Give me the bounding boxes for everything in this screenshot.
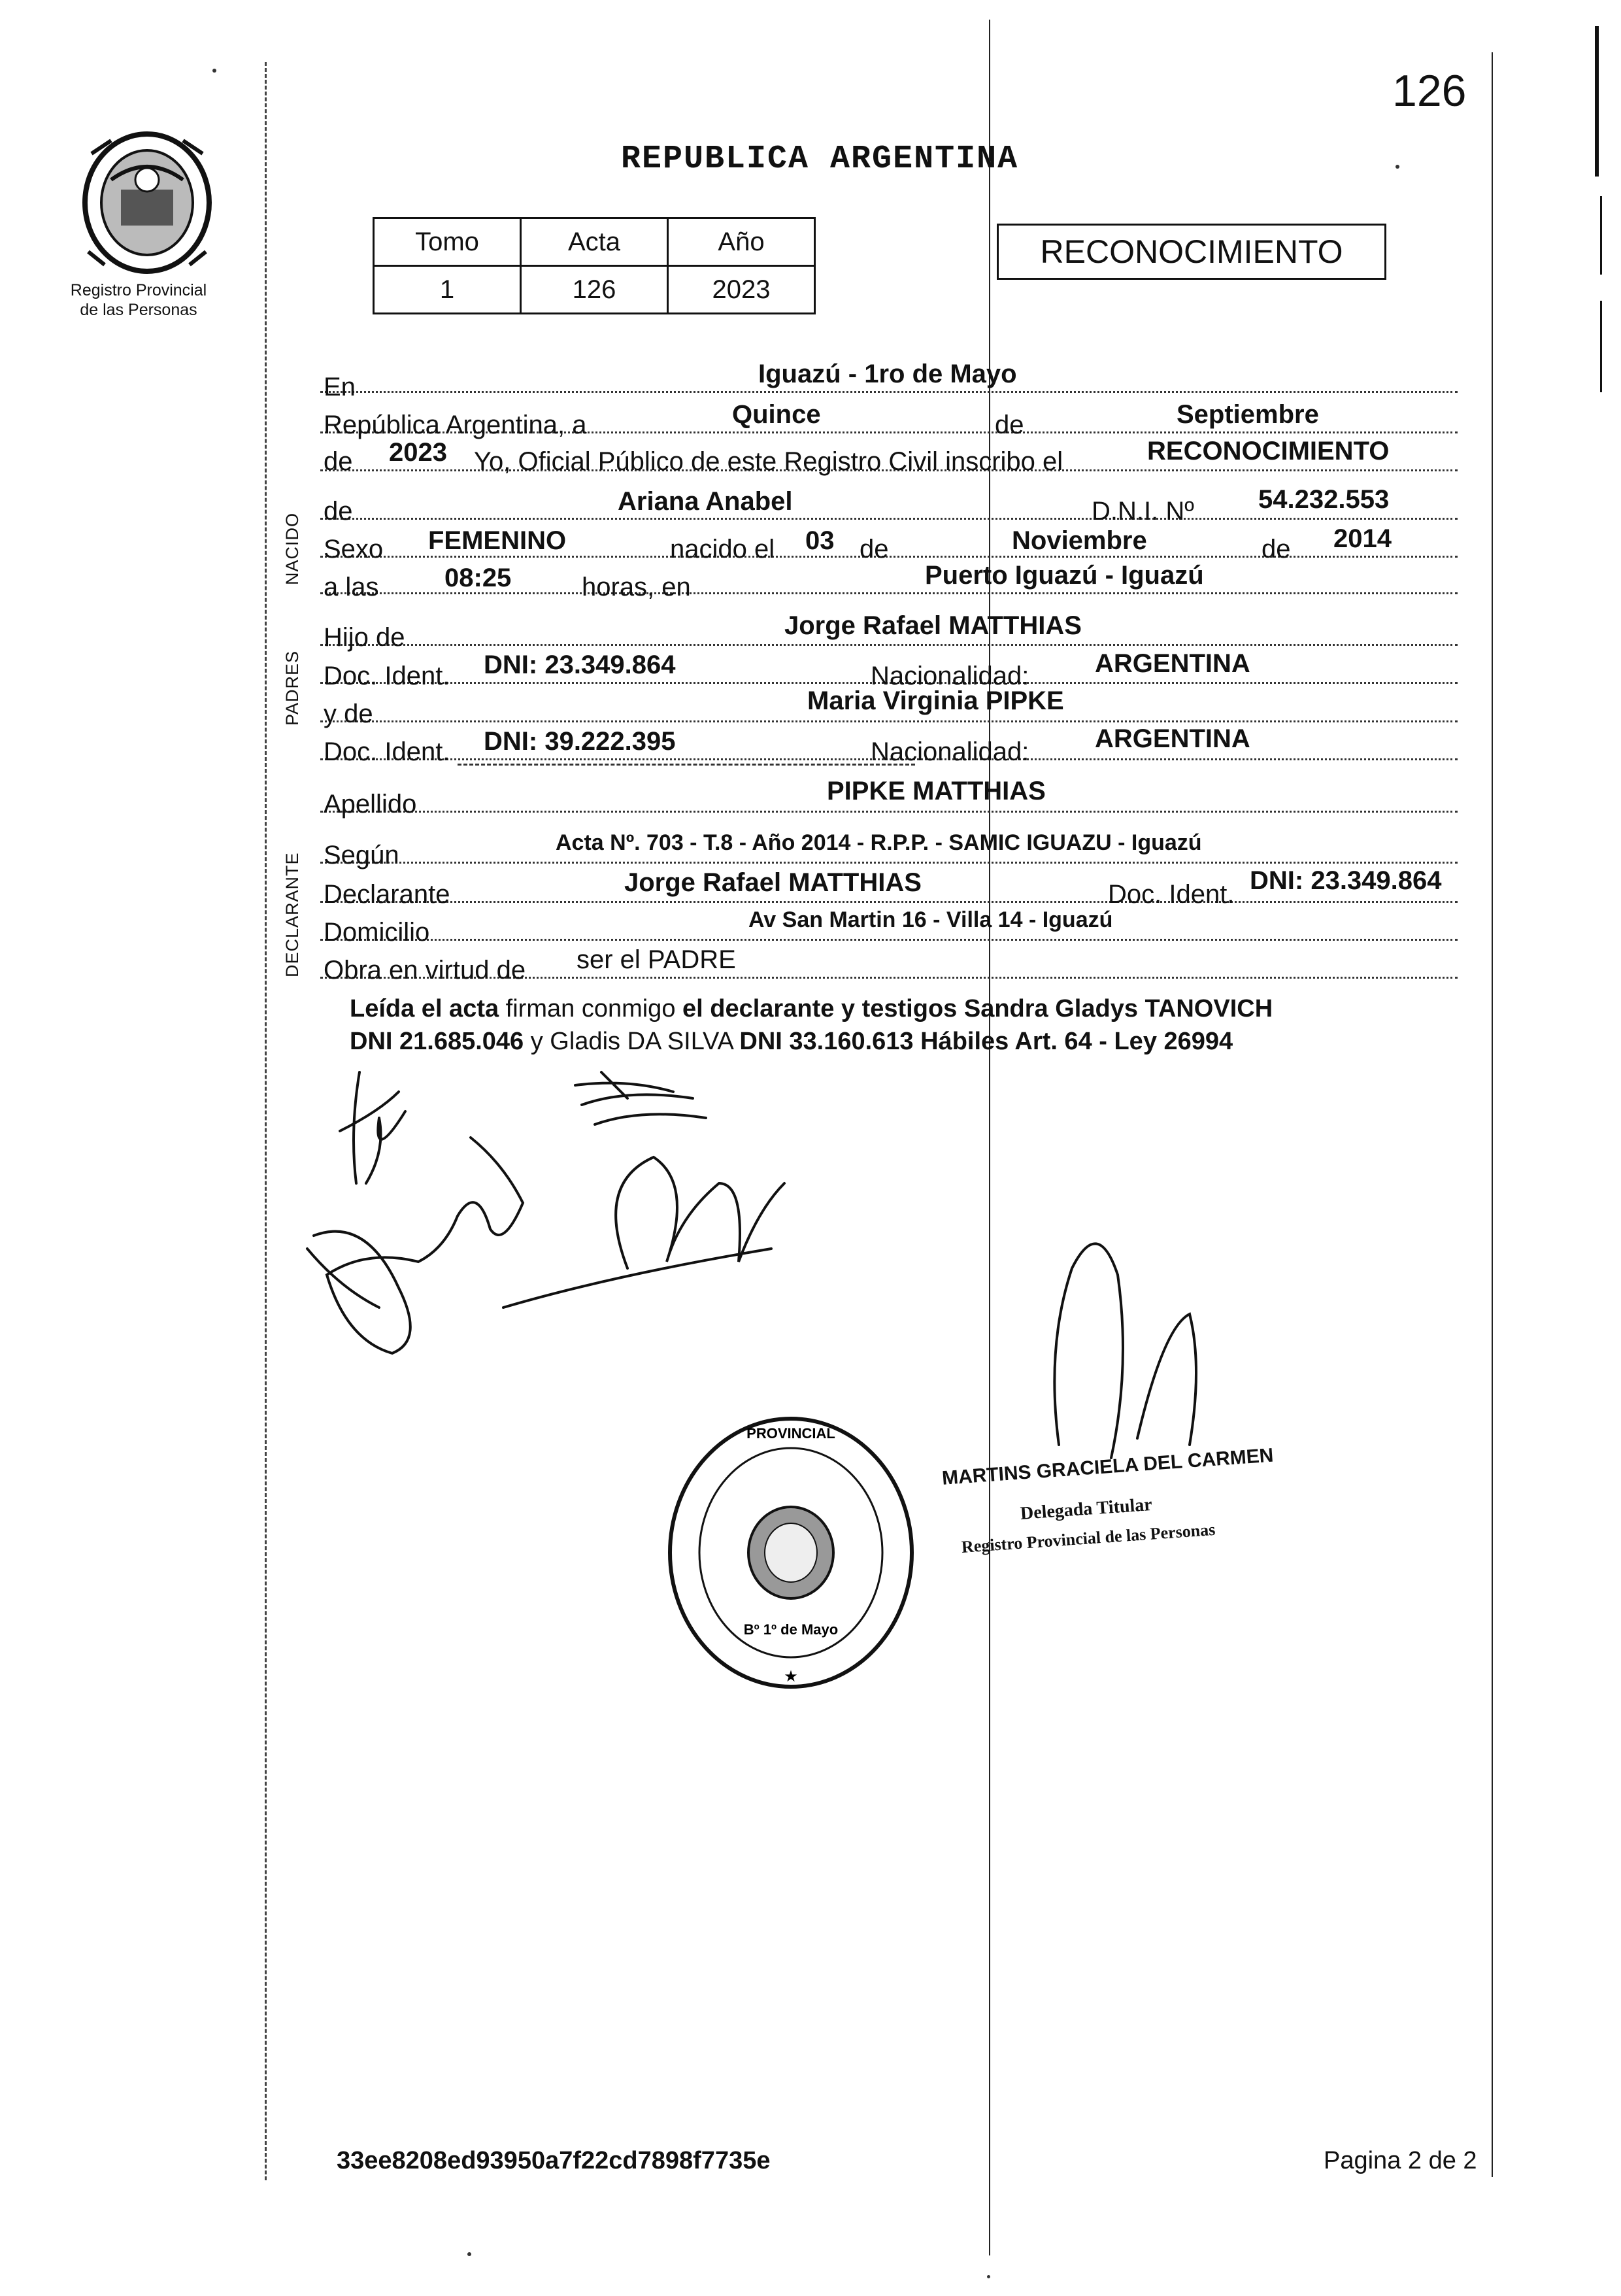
- declarante-doc-value: DNI: 23.349.864: [1250, 866, 1442, 895]
- scan-dot: [467, 2252, 471, 2256]
- page-indicator: Pagina 2 de 2: [1324, 2147, 1477, 2174]
- dni-label: D.N.I. Nº: [1092, 497, 1194, 526]
- anio-value: 2023: [389, 438, 447, 467]
- obra-label: Obra en virtud de: [324, 956, 526, 985]
- form-row-line: [320, 862, 1458, 864]
- mes-value: Septiembre: [1177, 400, 1319, 429]
- document-hash: 33ee8208ed93950a7f22cd7898f7735e: [337, 2147, 771, 2174]
- right-margin-line: [1492, 52, 1493, 2177]
- segun-value: Acta Nº. 703 - T.8 - Año 2014 - R.P.P. - SAMIC IGUAZU - Iguazú: [556, 830, 1202, 855]
- horas-label: horas, en: [582, 573, 691, 601]
- lugar-nac-value: Puerto Iguazú - Iguazú: [925, 561, 1204, 590]
- closing-l1b: firman conmigo: [499, 995, 683, 1022]
- nac-dia-value: 03: [805, 526, 835, 555]
- madre-value: Maria Virginia PIPKE: [807, 686, 1064, 715]
- de-label: de: [995, 411, 1024, 439]
- padre-doc-value: DNI: 23.349.864: [484, 650, 676, 679]
- form-row-line: [320, 720, 1458, 722]
- nac-anio-value: 2014: [1333, 524, 1392, 553]
- en-label: En: [324, 373, 356, 401]
- registry-value-anio: 2023: [668, 266, 815, 314]
- hora-value: 08:25: [444, 564, 512, 592]
- logo-caption-line2: de las Personas: [80, 301, 197, 319]
- declarante-value: Jorge Rafael MATTHIAS: [624, 868, 922, 897]
- registry-table: [373, 217, 816, 314]
- domicilio-label: Domicilio: [324, 918, 430, 947]
- hijo-label: Hijo de: [324, 623, 405, 652]
- registry-value-tomo: 1: [374, 266, 521, 314]
- svg-text:PROVINCIAL: PROVINCIAL: [746, 1425, 835, 1442]
- left-margin-line: [265, 62, 267, 2180]
- registry-header-tomo: Tomo: [374, 218, 521, 266]
- side-label-declarante: DECLARANTE: [282, 852, 302, 977]
- scan-dot: [1395, 165, 1399, 169]
- form-row-line: [320, 939, 1458, 941]
- de2-label: de: [324, 497, 353, 526]
- closing-line-2: [350, 1028, 1233, 1056]
- republica-label: República Argentina, a: [324, 411, 587, 439]
- delegation-stamp: [660, 1412, 922, 1693]
- scan-dot: [987, 2275, 990, 2278]
- anio-label: de: [324, 447, 353, 476]
- nac2-label: Nacionalidad:: [871, 737, 1029, 766]
- declarante-label: Declarante: [324, 880, 450, 909]
- padre-nac-value: ARGENTINA: [1095, 649, 1250, 678]
- doc2-label: Doc. Ident.: [324, 737, 450, 766]
- form-row-line: [320, 811, 1458, 813]
- madre-nac-value: ARGENTINA: [1095, 724, 1250, 753]
- segun-label: Según: [324, 841, 399, 869]
- apellido-value: PIPKE MATTHIAS: [827, 777, 1046, 805]
- form-row-line: [320, 518, 1458, 520]
- act-type-box: RECONOCIMIENTO: [997, 224, 1386, 280]
- province-seal-logo: [72, 127, 222, 278]
- dia-value: Quince: [732, 400, 821, 429]
- side-label-nacido: NACIDO: [282, 512, 302, 585]
- registry-header-acta: Acta: [521, 218, 668, 266]
- nac-mes-value: Noviembre: [1012, 526, 1147, 555]
- padre-value: Jorge Rafael MATTHIAS: [784, 611, 1082, 640]
- nac-de-label: de: [860, 535, 889, 564]
- svg-text:Bº 1º de Mayo: Bº 1º de Mayo: [743, 1621, 839, 1638]
- form-row-line: [320, 901, 1458, 903]
- form-row-line: [320, 391, 1458, 393]
- domicilio-value: Av San Martin 16 - Villa 14 - Iguazú: [748, 907, 1113, 932]
- official-name: MARTINS GRACIELA DEL CARMEN: [941, 1444, 1275, 1489]
- scan-dot: [212, 69, 216, 73]
- sexo-value: FEMENINO: [428, 526, 567, 555]
- dni-value: 54.232.553: [1258, 485, 1390, 514]
- closing-l1c: el declarante y testigos Sandra Gladys TANOVICH: [682, 995, 1273, 1022]
- closing-line-1: [350, 995, 1273, 1023]
- closing-l2c: DNI 33.160.613 Hábiles Art. 64 - Ley 26994: [739, 1028, 1233, 1055]
- registry-header-anio: Año: [668, 218, 815, 266]
- doc-label: Doc. Ident.: [324, 662, 450, 690]
- lugar-value: Iguazú - 1ro de Mayo: [758, 360, 1017, 388]
- closing-l2b: y Gladis DA SILVA: [524, 1028, 740, 1055]
- closing-l1a: Leída el acta: [350, 995, 499, 1022]
- closing-l2a: DNI 21.685.046: [350, 1028, 524, 1055]
- svg-text:★: ★: [784, 1668, 798, 1685]
- official-office: Registro Provincial de las Personas: [961, 1519, 1216, 1557]
- registry-value-acta: 126: [521, 266, 668, 314]
- yo-text: Yo, Oficial Público de este Registro Civil inscribo el: [474, 447, 1063, 476]
- parents-separator: [458, 764, 915, 766]
- nombre-value: Ariana Anabel: [618, 487, 793, 516]
- side-label-padres: PADRES: [282, 650, 302, 726]
- apellido-label: Apellido: [324, 790, 417, 819]
- official-role: Delegada Titular: [1020, 1494, 1153, 1524]
- edge-mark: [1600, 196, 1602, 275]
- edge-mark: [1600, 301, 1602, 392]
- page-number: 126: [1392, 66, 1467, 116]
- madre-doc-value: DNI: 39.222.395: [484, 727, 676, 756]
- form-row-line: [320, 644, 1458, 646]
- nac-de2-label: de: [1262, 535, 1291, 564]
- edge-mark: [1595, 26, 1599, 177]
- sexo-label: Sexo: [324, 535, 384, 564]
- nac-label: Nacionalidad:: [871, 662, 1029, 690]
- alas-label: a las: [324, 573, 379, 601]
- logo-caption-line1: Registro Provincial: [70, 281, 207, 299]
- obra-value: ser el PADRE: [577, 945, 736, 974]
- nacido-label: nacido el: [670, 535, 775, 564]
- yde-label: y de: [324, 700, 373, 728]
- document-title: REPUBLICA ARGENTINA: [621, 141, 1019, 178]
- doc3-label: Doc. Ident.: [1108, 880, 1235, 909]
- inscripcion-value: RECONOCIMIENTO: [1147, 437, 1390, 465]
